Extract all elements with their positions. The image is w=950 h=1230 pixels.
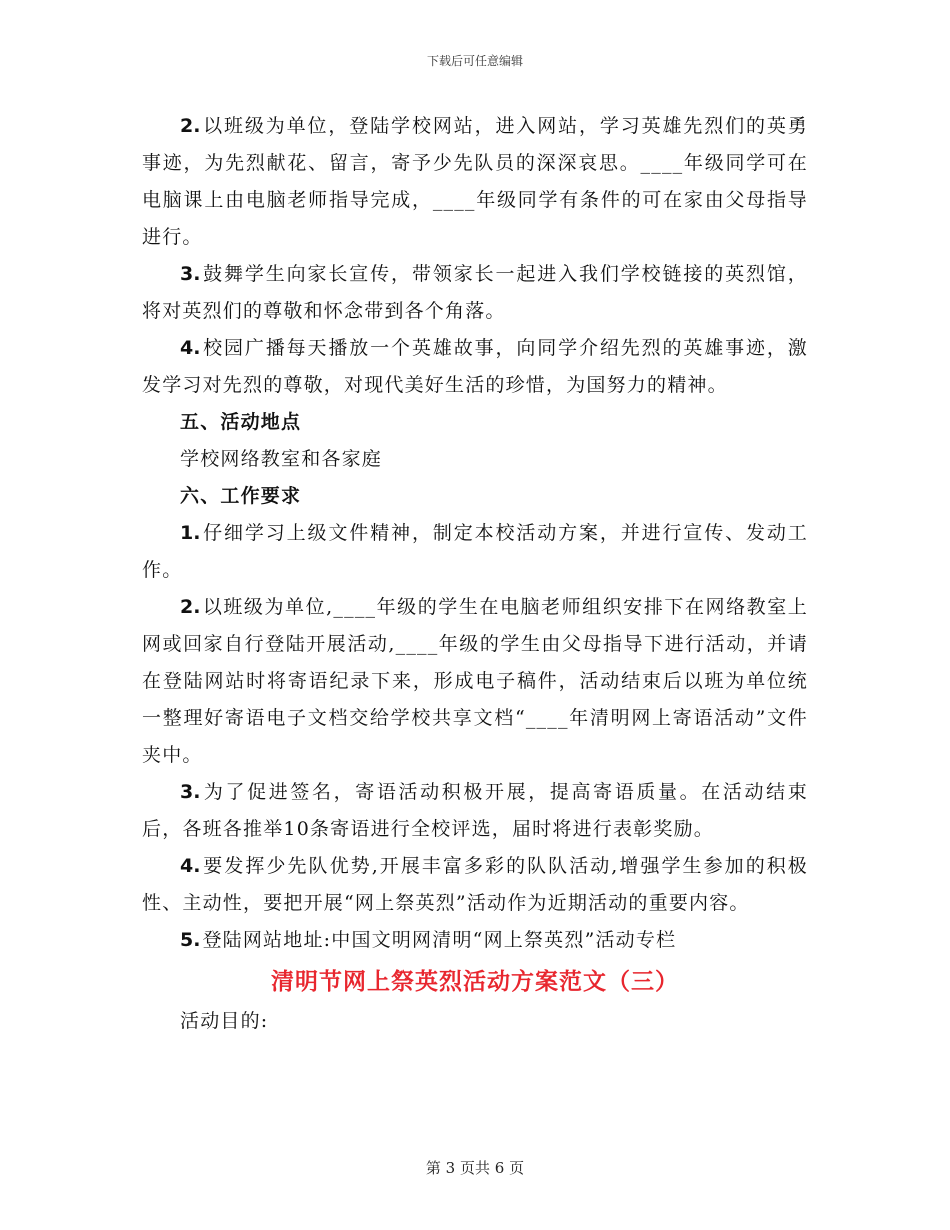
item-text: 为了促进签名，寄语活动积极开展，提高寄语质量。在活动结束后，各班各推举10条寄语进行全校评选，届时将进行表彰奖励。 <box>142 781 808 840</box>
item-text: 仔细学习上级文件精神，制定本校活动方案，并进行宣传、发动工作。 <box>142 522 808 581</box>
section-heading-requirements: 六、工作要求 <box>180 485 302 507</box>
item-number: 4. <box>180 337 201 359</box>
list-item <box>142 330 808 404</box>
item-text: 以班级为单位,____年级的学生在电脑老师组织安排下在网络教室上网或回家自行登陆开展活动,____年级的学生由父母指导下进行活动，并请在登陆网站时将寄语纪录下来，形成电子稿件，活动结束后以班为单位统一整理好寄语电子文档交给学校共享文档“____年清明网上寄语活动”文件夹中。 <box>142 596 808 766</box>
list-item <box>142 922 808 959</box>
item-text: 以班级为单位，登陆学校网站，进入网站，学习英雄先烈们的英勇事迹，为先烈献花、留言，寄予少先队员的深深哀思。____年级同学可在电脑课上由电脑老师指导完成，____年级同学有条件的可在家由父母指导进行。 <box>142 115 808 248</box>
list-item <box>142 108 808 256</box>
list-item <box>142 256 808 330</box>
list-item <box>142 589 808 774</box>
item-text: 登陆网站地址:中国文明网清明“网上祭英烈”活动专栏 <box>202 929 677 951</box>
list-item <box>142 774 808 848</box>
page-header-note: 下载后可任意编辑 <box>426 54 523 68</box>
section-heading-location: 五、活动地点 <box>180 411 302 433</box>
document-body <box>142 108 808 1040</box>
list-item <box>142 515 808 589</box>
item-number: 3. <box>180 263 201 285</box>
item-number: 4. <box>180 855 201 877</box>
item-number: 1. <box>180 522 201 544</box>
list-item <box>142 848 808 922</box>
item-text: 鼓舞学生向家长宣传，带领家长一起进入我们学校链接的英烈馆，将对英烈们的尊敬和怀念带到各个角落。 <box>142 263 808 322</box>
location-text: 学校网络教室和各家庭 <box>180 448 383 470</box>
item-text: 要发挥少先队优势,开展丰富多彩的队队活动,增强学生参加的积极性、主动性，要把开展“网上祭英烈”活动作为近期活动的重要内容。 <box>142 855 808 914</box>
next-section-title: 清明节网上祭英烈活动方案范文（三） <box>271 968 679 995</box>
next-section-first-line: 活动目的: <box>180 1010 269 1032</box>
item-text: 校园广播每天播放一个英雄故事，向同学介绍先烈的英雄事迹，激发学习对先烈的尊敬，对现代美好生活的珍惜，为国努力的精神。 <box>142 337 808 396</box>
item-number: 3. <box>180 781 201 803</box>
item-number: 5. <box>180 929 201 951</box>
item-number: 2. <box>180 115 201 137</box>
item-number: 2. <box>180 596 201 618</box>
page-footer-number: 第 3 页共 6 页 <box>425 1159 525 1177</box>
